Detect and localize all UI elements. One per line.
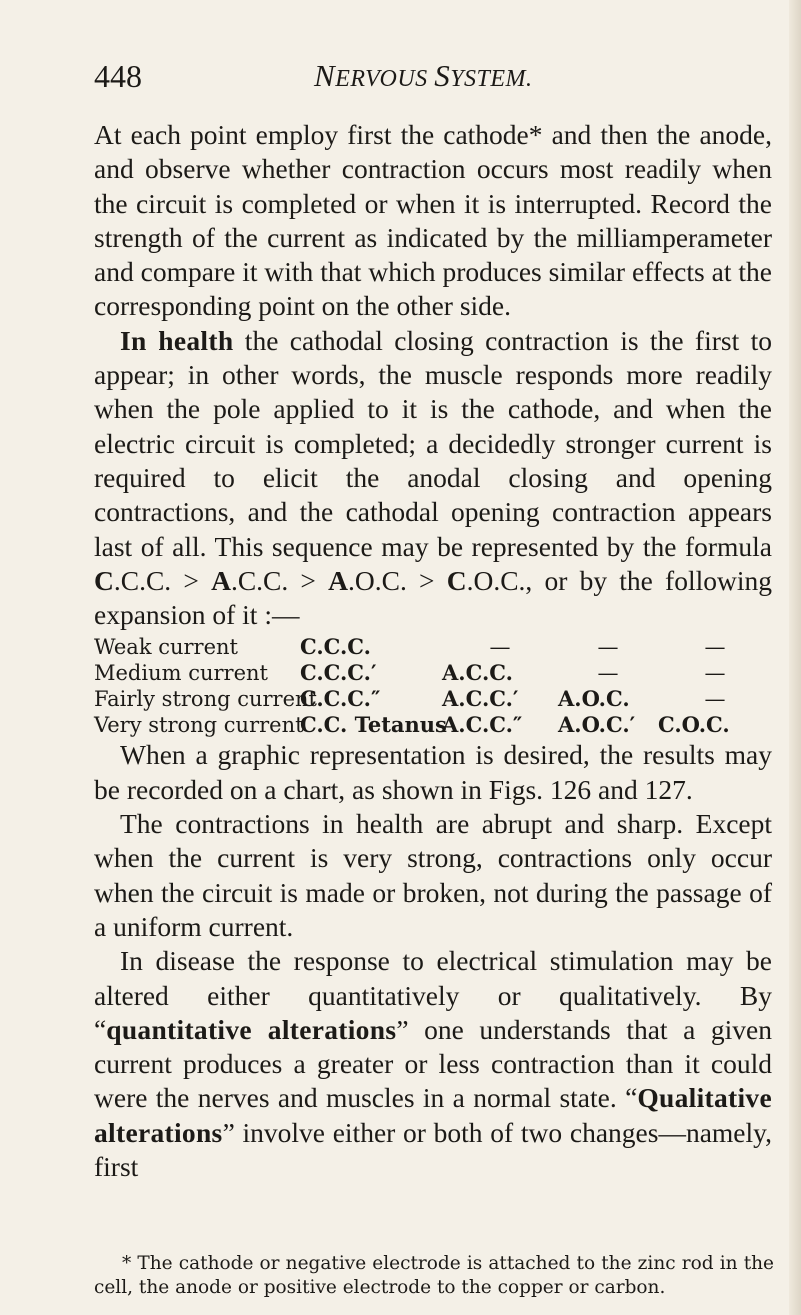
qualitative-alterations-term: Qualitative alterations	[94, 1082, 772, 1148]
paragraph-3: When a graphic representation is desired, the results may be recorded on a chart, as shown in Figs. 126 and 127.	[94, 739, 772, 805]
formula-a1: A	[211, 564, 231, 596]
formula-c2: C	[446, 564, 467, 596]
running-title-cap-s: S	[434, 58, 451, 93]
paragraph-5-text-c: ” involve either or both of two changes—namely, first	[94, 1116, 772, 1183]
cell: C.C.C.″	[300, 686, 381, 712]
table-row	[94, 712, 772, 738]
cell: C.C. Tetanus	[300, 712, 447, 738]
cell: A.O.C.	[558, 686, 630, 712]
paragraph-2	[94, 324, 772, 633]
cell: A.C.C.′	[442, 686, 519, 712]
row-label: Very strong current	[94, 713, 304, 738]
cell: —	[704, 687, 726, 712]
paragraph-1: At each point employ first the cathode* and then the anode, and observe whether contraction occurs most readily when the circuit is completed or when it is interrupted. Record the strength of the current as indicated by the milliamperameter and compare it with that which produces similar effects at the corresponding point on the other side.	[94, 119, 772, 322]
footnote	[94, 1252, 774, 1300]
formula-r2: .C.C. >	[230, 564, 329, 596]
paragraph-2-text: the cathodal closing contraction is the first to appear; in other words, the muscle responds more readily when the pole applied to it is the cathode, and when the electric circuit is completed; a decidedly stronger current is required to elicit the anodal closing and opening contractions, and the cathodal opening contraction appears last of all. This sequence may be represented by the formula	[94, 324, 772, 562]
table-row	[94, 660, 772, 686]
contraction-table	[94, 634, 772, 738]
paragraph-4: The contractions in health are abrupt and sharp. Except when the current is very strong, contractions only occur when the circuit is made or broken, not during the passage of a uniform current.	[94, 808, 772, 942]
cell: A.O.C.′	[558, 712, 636, 738]
page-edge	[789, 0, 801, 1315]
quantitative-alterations-term: quantitative alterations	[106, 1013, 397, 1045]
paragraph-5-text-a: In disease the response to electrical stimulation may be altered either quantitatively or qualitatively. By “	[94, 945, 772, 1045]
formula-r1: .C.C. >	[113, 564, 212, 596]
paragraph-5-text-b: ” one understands that a given current produces a greater or less contraction than it could were the nerves and muscles in a normal state. “	[94, 1013, 772, 1114]
cell: A.C.C.″	[442, 712, 523, 738]
paragraph-5	[94, 944, 772, 1184]
cell: —	[704, 635, 726, 660]
page-header	[94, 58, 734, 98]
body-text	[94, 118, 772, 1184]
formula-r4: .O.C., or by the following expansion of it :—	[94, 564, 772, 631]
cell: C.O.C.	[658, 712, 730, 738]
row-label: Weak current	[94, 635, 238, 660]
running-title-part-2: YSTEM.	[450, 66, 533, 92]
cell: —	[489, 635, 511, 660]
paragraph-2-bold-lead: In health	[120, 324, 234, 356]
running-title-part-1: ERVOUS	[335, 66, 435, 92]
row-label: Fairly strong current	[94, 687, 317, 712]
table-row	[94, 634, 772, 660]
formula-a2: A	[328, 564, 348, 596]
footnote-text: * The cathode or negative electrode is attached to the zinc rod in the cell, the anode or positive electrode to the copper or carbon.	[94, 1253, 774, 1298]
page-number: 448	[94, 58, 142, 94]
running-title-cap-n: N	[314, 58, 336, 93]
running-title	[314, 58, 533, 94]
table-row	[94, 686, 772, 712]
cell: —	[597, 635, 619, 660]
cell: A.C.C.	[442, 660, 513, 686]
formula-r3: .O.C. >	[348, 564, 447, 596]
cell: C.C.C.′	[300, 660, 377, 686]
cell: —	[597, 661, 619, 686]
cell: —	[704, 661, 726, 686]
row-label: Medium current	[94, 661, 268, 686]
formula	[94, 565, 772, 630]
formula-c1: C	[94, 564, 114, 596]
cell: C.C.C.	[300, 634, 371, 660]
